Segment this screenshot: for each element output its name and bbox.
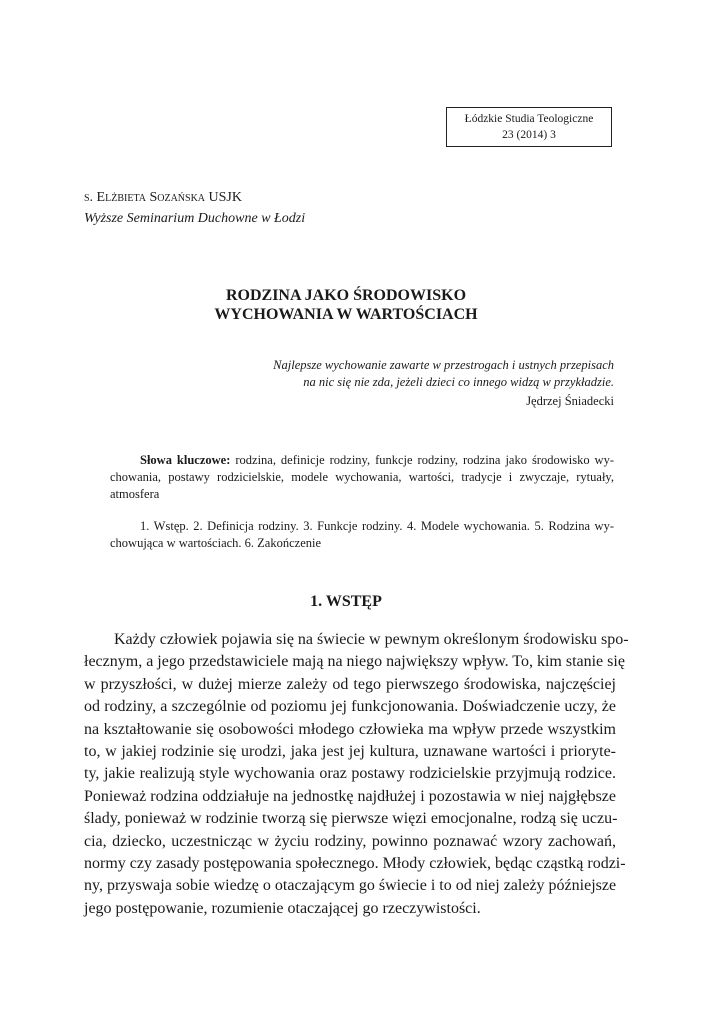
body-line: na kształtowanie się osobowości młodego człowieka ma wpływ przede wszystkim bbox=[84, 720, 616, 738]
article-title-line-1: RODZINA JAKO ŚRODOWISKO bbox=[225, 287, 467, 304]
keywords-line: atmosfera bbox=[110, 487, 160, 501]
keywords-line: chowania, postawy rodzicielskie, modele wychowania, wartości, tradycje i zwyczaje, rytuały, bbox=[110, 470, 614, 484]
toc-line: 1. Wstęp. 2. Definicja rodziny. 3. Funkcje rodziny. 4. Modele wychowania. 5. Rodzina wy- bbox=[140, 519, 614, 533]
author-name: s. Elżbieta Sozańska USJK bbox=[84, 190, 242, 205]
body-line: w przyszłości, w dużej mierze zależy od tego pierwszego środowiska, najczęściej bbox=[84, 675, 616, 693]
body-line: jego postępowanie, rozumienie otaczającej go rzeczywistości. bbox=[84, 899, 481, 917]
journal-info-box bbox=[446, 107, 612, 147]
keywords-text: rodzina, definicje rodziny, funkcje rodziny, rodzina jako środowisko wy- bbox=[230, 453, 614, 467]
article-title bbox=[84, 286, 608, 324]
keywords-label: Słowa kluczowe: bbox=[140, 453, 231, 467]
body-line: ślady, ponieważ w rodzinie tworzą się pierwsze więzi emocjonalne, rodzą się uczu- bbox=[84, 810, 618, 828]
keywords-block bbox=[110, 452, 614, 503]
table-of-contents bbox=[110, 518, 614, 552]
body-line: Ponieważ rodzina oddziałuje na jednostkę najdłużej i pozostawia w niej najgłębsze bbox=[84, 787, 616, 805]
body-line: ny, przyswaja sobie wiedzę o otaczającym go świecie i to od niej zależy późniejsze bbox=[84, 877, 617, 895]
body-line: cia, dziecko, uczestnicząc w życiu rodziny, powinno poznawać wzory zachowań, bbox=[84, 832, 616, 850]
epigraph bbox=[273, 357, 614, 410]
toc-line: chowująca w wartościach. 6. Zakończenie bbox=[110, 536, 322, 550]
epigraph-author: Jędrzej Śniadecki bbox=[526, 394, 614, 408]
author-affiliation: Wyższe Seminarium Duchowne w Łodzi bbox=[84, 211, 306, 226]
epigraph-line-2: na nic się nie zda, jeżeli dzieci co innego widzą w przykładzie. bbox=[303, 375, 614, 389]
body-line: łecznym, a jego przedstawiciele mają na niego największy wpływ. To, kim stanie się bbox=[84, 653, 625, 671]
journal-issue: 23 (2014) 3 bbox=[502, 129, 556, 141]
article-title-line-2: WYCHOWANIA W WARTOŚCIACH bbox=[214, 306, 478, 323]
body-line: Każdy człowiek pojawia się na świecie w pewnym określonym środowisku spo- bbox=[114, 631, 629, 648]
body-line: to, w jakiej rodzinie się urodzi, jaka jest jej kultura, uznawane wartości i prioryte- bbox=[84, 743, 616, 761]
body-line: ty, jakie realizują style wychowania oraz postawy rodzicielskie przyjmują rodzice. bbox=[84, 765, 616, 783]
body-line: od rodziny, a szczególnie od poziomu jej funkcjonowania. Doświadczenie uczy, że bbox=[84, 698, 616, 716]
body-line: normy czy zasady postępowania społecznego. Młody człowiek, będąc cząstką rodzi- bbox=[84, 855, 626, 873]
keywords-line bbox=[110, 452, 614, 469]
section-heading: 1. WSTĘP bbox=[310, 593, 382, 610]
section-body bbox=[84, 629, 629, 920]
journal-name: Łódzkie Studia Teologiczne bbox=[464, 113, 594, 125]
epigraph-line-1: Najlepsze wychowanie zawarte w przestrogach i ustnych przepisach bbox=[273, 358, 614, 372]
